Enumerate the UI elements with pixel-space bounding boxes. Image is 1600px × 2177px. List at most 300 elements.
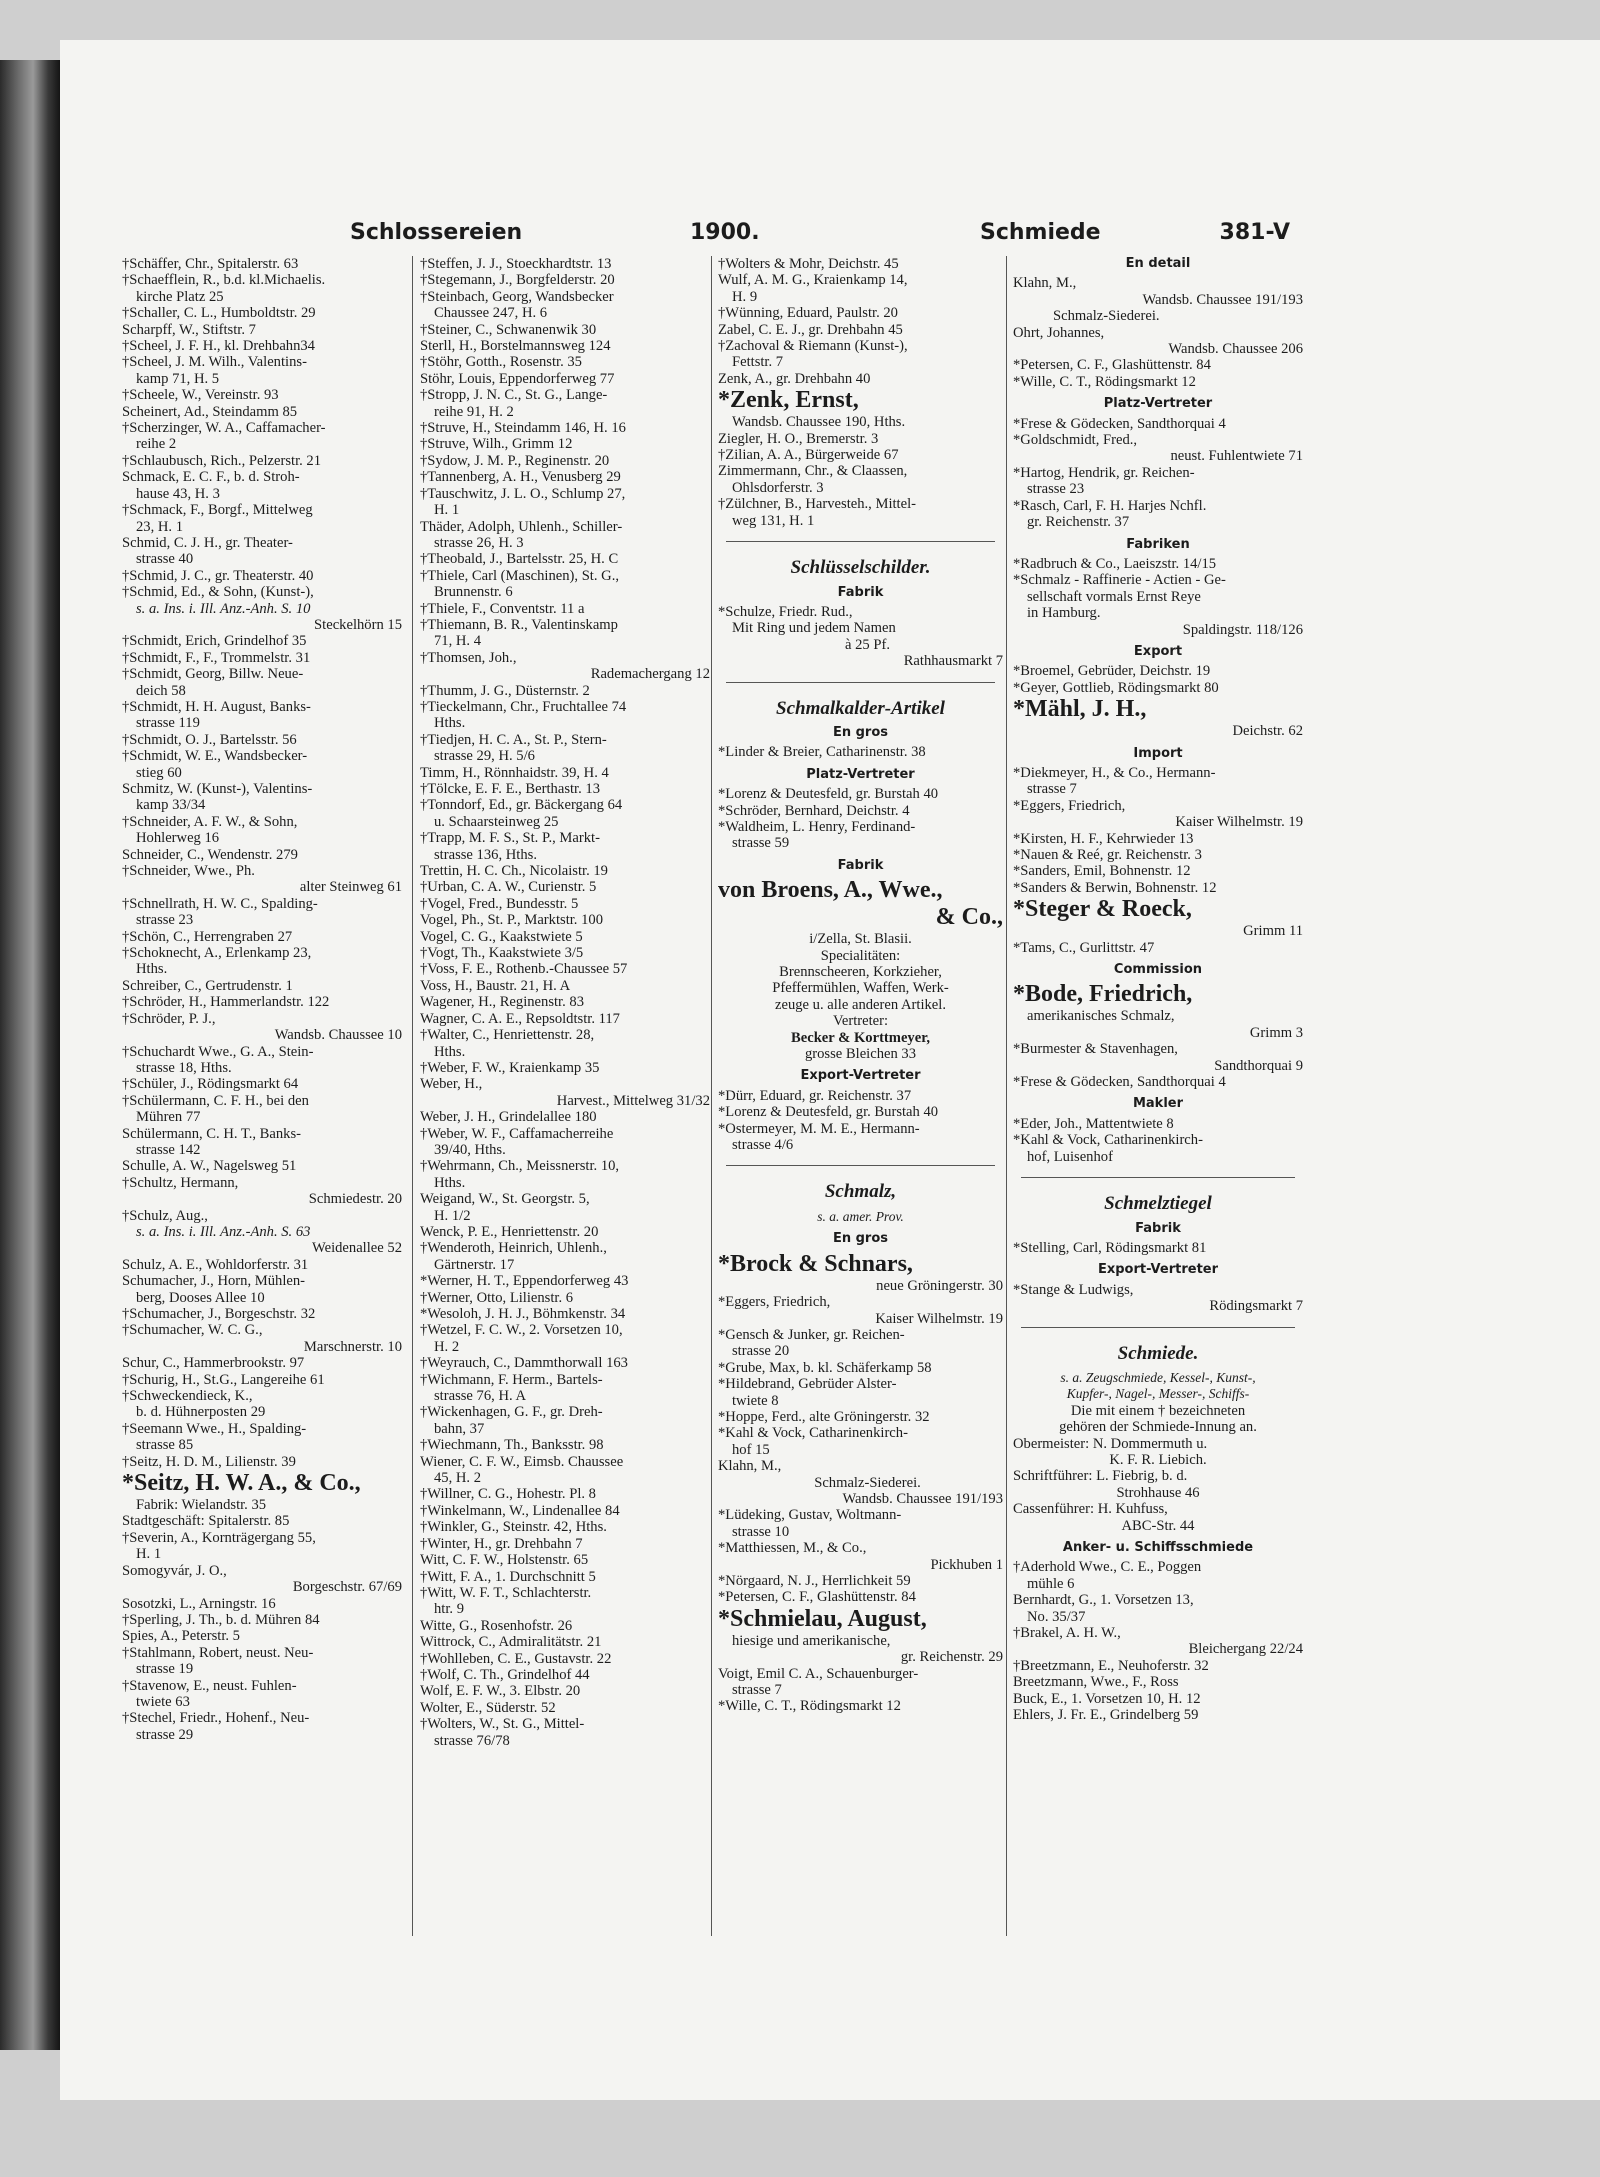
entry-text: Die mit einem † bezeichneten: [1070, 1402, 1246, 1419]
entry-cont: twiete 63: [136, 1693, 190, 1710]
entry-name: Schülermann, C. H. T., Banks-: [122, 1125, 302, 1142]
directory-entry: [718, 387, 1003, 430]
entry-cont: strasse 29, H. 5/6: [434, 748, 535, 765]
entry-name: †Steffen, J. J., Stoeckhardtstr. 13: [420, 256, 612, 272]
directory-entry: [122, 354, 402, 387]
entry-name: †Schnellrath, H. W. C., Spalding-: [122, 895, 318, 912]
entry: *Kirsten, H. F., Kehrwieder 13: [1013, 830, 1194, 847]
directory-entry: [122, 469, 402, 502]
entry-name: †Schön, C., Herrengraben 27: [122, 928, 293, 945]
entry-text: Cassenführer: H. Kuhfuss,: [1013, 1501, 1168, 1518]
entry-name: *Hildebrand, Gebrüder Alster-: [718, 1376, 897, 1393]
page-header: [350, 220, 1290, 256]
entry-name: Sterll, H., Borstelmannsweg 124: [420, 338, 611, 355]
entry-cont: b. d. Hühnerposten 29: [136, 1404, 266, 1421]
directory-entry: [420, 765, 710, 781]
directory-entry: [122, 1628, 402, 1644]
directory-entry: [420, 256, 710, 272]
directory-entry: [420, 1536, 710, 1552]
directory-entry: [122, 1257, 402, 1273]
entry-name: †Stropp, J. N. C., St. G., Lange-: [420, 387, 608, 404]
subsection-title: En detail: [1125, 256, 1191, 271]
directory-entry: [122, 1678, 402, 1711]
entry-name: †Schaller, C. L., Humboldtstr. 29: [122, 305, 316, 322]
entry-name: Ziegler, H. O., Bremerstr. 3: [718, 430, 879, 447]
entry-headline: *Steger & Roeck,: [1013, 896, 1192, 923]
entry-name: *Hoppe, Ferd., alte Gröningerstr. 32: [718, 1408, 930, 1425]
directory-entry: [122, 1530, 402, 1563]
entry-name: Zimmermann, Chr., & Claassen,: [718, 463, 908, 480]
entry-address: gr. Reichenstr. 29: [900, 1649, 1003, 1666]
entry-cont: Fabrik: Wielandstr. 35: [136, 1497, 267, 1514]
entry-name: Wenck, P. E., Henriettenstr. 20: [420, 1223, 599, 1240]
entry-cont: in Hamburg.: [1027, 605, 1101, 622]
entry-cont: stieg 60: [136, 764, 182, 781]
entry-name: Spies, A., Peterstr. 5: [122, 1628, 240, 1645]
entry-address: neue Gröningerstr. 30: [876, 1277, 1003, 1294]
entry-name: †Thiele, F., Conventstr. 11 a: [420, 600, 585, 617]
entry-name: †Wetzel, F. C. W., 2. Vorsetzen 10,: [420, 1322, 623, 1339]
directory-entry: [420, 1027, 710, 1060]
entry: Klahn, M.,: [1013, 275, 1077, 292]
entry-cont: htr. 9: [434, 1601, 464, 1618]
directory-entry: [718, 1573, 1003, 1589]
entry-name: †Zachoval & Riemann (Kunst-),: [718, 338, 908, 355]
directory-entry: [420, 1503, 710, 1519]
directory-entry: [122, 1273, 402, 1306]
entry-name: †Schmid, Ed., & Sohn, (Kunst-),: [122, 584, 314, 601]
directory-entry: [420, 1585, 710, 1618]
entry-name: Schmid, C. J. H., gr. Theater-: [122, 534, 293, 551]
directory-entry: [122, 1011, 402, 1044]
section-title: Schlüsselschilder.: [790, 557, 931, 579]
entry-name: †Thumm, J. G., Düsternstr. 2: [420, 682, 590, 699]
entry-cont: bahn, 37: [434, 1420, 485, 1437]
entry-cont: No. 35/37: [1027, 1608, 1086, 1625]
entry-name: Voigt, Emil C. A., Schauenburger-: [718, 1665, 919, 1682]
entry-cont: kirche Platz 25: [136, 288, 224, 305]
directory-entry: [122, 814, 402, 847]
header-year: 1900.: [690, 220, 760, 245]
directory-entry: [122, 453, 402, 469]
directory-entry: [122, 1596, 402, 1612]
subsection-title: Fabrik: [1135, 1220, 1181, 1236]
entry-text: Schriftführer: L. Fiebrig, b. d.: [1013, 1468, 1188, 1485]
column-rule: [1006, 256, 1007, 1936]
entry-name: †Stavenow, E., neust. Fuhlen-: [122, 1677, 297, 1694]
entry-cont: Kaiser Wilhelmstr. 19: [1175, 814, 1303, 831]
directory-entry: [122, 781, 402, 814]
entry-name: *Brock & Schnars,: [718, 1250, 913, 1277]
subsection-title: Fabrik: [837, 857, 884, 873]
entry-address: alter Steinweg 61: [299, 879, 402, 896]
entry: *Broemel, Gebrüder, Deichstr. 19: [1013, 663, 1211, 680]
directory-entry: [122, 847, 402, 863]
subsection-title: Import: [1133, 745, 1183, 761]
directory-entry: [420, 797, 710, 830]
entry-address: Rathhausmarkt 7: [903, 653, 1003, 670]
entry: *Dürr, Eduard, gr. Reichenstr. 37: [718, 1087, 912, 1104]
entry-name: †Schurig, H., St.G., Langereihe 61: [122, 1371, 325, 1388]
entry-cont: strasse 7: [1027, 781, 1077, 798]
entry-cont: mühle 6: [1027, 1575, 1075, 1592]
entry: *Lorenz & Deutesfeld, gr. Burstah 40: [718, 1104, 939, 1121]
directory-entry: [122, 1563, 402, 1596]
directory-entry: [420, 945, 710, 961]
entry-name: †Schmidt, H. H. August, Banks-: [122, 698, 311, 715]
entry-name: Stöhr, Louis, Eppendorferweg 77: [420, 370, 615, 387]
entry: *Eder, Joh., Mattentwiete 8: [1013, 1115, 1174, 1132]
directory-entry: [718, 338, 1003, 371]
directory-entry: [420, 1290, 710, 1306]
entry-name: Sosotzki, L., Arningstr. 16: [122, 1595, 276, 1612]
entry: *Ostermeyer, M. M. E., Hermann-: [718, 1120, 920, 1137]
directory-entry: [122, 1322, 402, 1355]
entry-name: †Wehrmann, Ch., Meissnerstr. 10,: [420, 1158, 620, 1175]
section-entries: [718, 1251, 1003, 1715]
entry-name: Wolf, E. F. W., 3. Elbstr. 20: [420, 1683, 581, 1700]
entry-name: Thäder, Adolph, Uhlenh., Schiller-: [420, 518, 623, 535]
directory-entry: [718, 1698, 1003, 1714]
directory-entry: [420, 1240, 710, 1273]
subsection-title: Platz-Vertreter: [1103, 396, 1213, 412]
directory-entry: [420, 1618, 710, 1634]
entry-name: †Tauschwitz, J. L. O., Schlump 27,: [420, 485, 626, 502]
entry-name: *Schulze, Friedr. Rud.,: [718, 603, 853, 620]
column-3: [718, 256, 1003, 1715]
entry-name: Wiener, C. F. W., Eimsb. Chaussee: [420, 1453, 624, 1470]
entry-cont: strasse 23: [136, 912, 194, 929]
divider: [1021, 1177, 1295, 1178]
entry-name: †Tannenberg, A. H., Venusberg 29: [420, 469, 621, 486]
directory-entry: [420, 617, 710, 650]
directory-entry: [122, 1158, 402, 1174]
entry-name: †Schülermann, C. F. H., bei den: [122, 1092, 309, 1109]
entry-note: s. a. Ins. i. Ill. Anz.-Anh. S. 63: [136, 1223, 311, 1240]
entry-headline: & Co.,: [935, 904, 1003, 931]
entry-cont: amerikanisches Schmalz,: [1027, 1008, 1175, 1025]
entry-cont: strasse 20: [732, 1343, 790, 1360]
entry: *Stelling, Carl, Rödingsmarkt 81: [1013, 1239, 1207, 1256]
entry-name: †Stahlmann, Robert, neust. Neu-: [122, 1644, 314, 1661]
directory-entry: [420, 322, 710, 338]
directory-entry: [420, 486, 710, 519]
directory-entry: [122, 1372, 402, 1388]
entry-name: †Wichmann, F. Herm., Bartels-: [420, 1371, 603, 1388]
entry-cont: strasse 59: [732, 835, 790, 852]
entry-name: †Schoknecht, A., Erlenkamp 23,: [122, 945, 312, 962]
entry-cont: H. 1: [434, 502, 460, 519]
entry-name: †Vogt, Th., Kaakstwiete 3/5: [420, 945, 584, 962]
entry-cont: hof 15: [732, 1441, 770, 1458]
entry-cont: Chaussee 247, H. 6: [434, 305, 548, 322]
directory-entry: [122, 1710, 402, 1743]
entry-cont: Wandsb. Chaussee 206: [1168, 341, 1303, 358]
directory-entry: [420, 338, 710, 354]
directory-entry: [420, 1273, 710, 1289]
entry-name: †Steiner, C., Schwanenwik 30: [420, 321, 597, 338]
entry-name: *Nörgaard, N. J., Herrlichkeit 59: [718, 1573, 911, 1589]
directory-entry: [420, 1322, 710, 1355]
entry-cont: weg 131, H. 1: [732, 512, 815, 529]
directory-entry: [122, 322, 402, 338]
entry-cont: reihe 91, H. 2: [434, 403, 514, 420]
directory-entry: [122, 305, 402, 321]
entry-name: *Wille, C. T., Rödingsmarkt 12: [718, 1698, 901, 1715]
directory-entry: [420, 863, 710, 879]
entry-text: ABC-Str. 44: [1121, 1517, 1195, 1534]
entry-text: Vertreter:: [832, 1013, 889, 1030]
directory-entry: [718, 1294, 1003, 1327]
subsection-title: Export-Vertreter: [800, 1068, 921, 1084]
entry: Buck, E., 1. Vorsetzen 10, H. 12: [1013, 1690, 1201, 1707]
entry-cont: Fettstr. 7: [732, 354, 784, 371]
directory-entry: [420, 830, 710, 863]
entry-name: †Seitz, H. D. M., Lilienstr. 39: [122, 1453, 296, 1470]
entry-name: †Schäffer, Chr., Spitalerstr. 63: [122, 256, 299, 272]
entry-cont: H. 1/2: [434, 1207, 471, 1224]
subsection-title: Anker- u. Schiffsschmiede: [1062, 1540, 1254, 1555]
entry-name: †Schmack, F., Borgf., Mittelweg: [122, 502, 313, 519]
entry-cont: Hths.: [434, 1174, 466, 1191]
directory-entry: [122, 535, 402, 568]
entry-cont: Ohlsdorferstr. 3: [732, 479, 824, 496]
entry: *Eggers, Friedrich,: [1013, 797, 1126, 814]
entry-cont: strasse 4/6: [732, 1137, 794, 1154]
directory-entry: [420, 929, 710, 945]
directory-entry: [420, 961, 710, 977]
entry: *Radbruch & Co., Laeiszstr. 14/15: [1013, 555, 1217, 572]
entry-cont: strasse 119: [136, 715, 200, 732]
entry-name: *Eggers, Friedrich,: [718, 1294, 831, 1311]
directory-entry: [122, 1645, 402, 1678]
directory-entry: [122, 748, 402, 781]
directory-entry: [718, 1589, 1003, 1605]
directory-entry: [420, 601, 710, 617]
entry-name: †Witt, F. A., 1. Durchschnitt 5: [420, 1568, 596, 1585]
entry-name: †Severin, A., Kornträgergang 55,: [122, 1529, 316, 1546]
entry-name: *Gensch & Junker, gr. Reichen-: [718, 1326, 905, 1343]
entry-name: *Zenk, Ernst,: [718, 387, 859, 414]
page-number: 381-V: [1219, 220, 1290, 245]
subsection-title: En gros: [832, 1231, 889, 1247]
header-right: Schmiede: [980, 220, 1101, 245]
entry-name: Wulf, A. M. G., Kraienkamp 14,: [718, 272, 908, 289]
entry-text: Specialitäten:: [820, 947, 901, 964]
directory-entry: [122, 1513, 402, 1529]
entry: *Geyer, Gottlieb, Rödingsmarkt 80: [1013, 679, 1219, 696]
entry: Ehlers, J. Fr. E., Grindelberg 59: [1013, 1707, 1199, 1724]
directory-entry: [420, 1569, 710, 1585]
directory-entry: [718, 1540, 1003, 1573]
entry-name: †Tölcke, E. F. E., Berthastr. 13: [420, 781, 601, 797]
entry-cont: Hths.: [136, 961, 168, 978]
header-left: Schlossereien: [350, 220, 523, 245]
entry-cont: Hths.: [434, 1043, 466, 1060]
entry-cont: Wandsb. Chaussee 190, Hths.: [732, 414, 906, 431]
directory-entry: [420, 1126, 710, 1159]
entry-name: †Wiechmann, Th., Banksstr. 98: [420, 1437, 604, 1454]
entry-cont: gr. Reichenstr. 37: [1027, 514, 1130, 531]
directory-entry: [420, 551, 710, 567]
entry: *Nauen & Reé, gr. Reichenstr. 3: [1013, 847, 1202, 863]
entry-name: *Schmielau, August,: [718, 1605, 927, 1632]
directory-entry: [420, 994, 710, 1010]
entry-cont: Rödingsmarkt 7: [1209, 1298, 1303, 1315]
entry-name: †Winkler, G., Steinstr. 42, Hths.: [420, 1519, 607, 1536]
directory-entry: [420, 1306, 710, 1322]
entry-name: †Schneider, Wwe., Ph.: [122, 863, 255, 880]
section-note: s. a. Zeugschmiede, Kessel-, Kunst-,: [1060, 1369, 1256, 1385]
entry-name: Schulle, A. W., Nagelsweg 51: [122, 1158, 297, 1175]
entry-headline: *Bode, Friedrich,: [1013, 981, 1193, 1008]
divider: [726, 1165, 995, 1166]
entry-name: †Tieckelmann, Chr., Fruchtallee 74: [420, 698, 627, 715]
directory-entry: [420, 1651, 710, 1667]
entry: *Rasch, Carl, F. H. Harjes Nchfl.: [1013, 497, 1207, 514]
entry: *Kahl & Vock, Catharinenkirch-: [1013, 1132, 1203, 1149]
directory-entry: [718, 463, 1003, 496]
column-3-entries: [718, 256, 1003, 529]
divider: [726, 682, 995, 683]
entry-name: Weber, H.,: [420, 1076, 483, 1093]
entry-name: †Schneider, A. F. W., & Sohn,: [122, 813, 298, 830]
directory-entry: [718, 1360, 1003, 1376]
entry-cont: 45, H. 2: [434, 1470, 482, 1487]
directory-entry: [122, 1355, 402, 1371]
entry-name: †Witt, W. F. T., Schlachterstr.: [420, 1584, 592, 1601]
directory-entry: [718, 256, 1003, 272]
entry-name: †Winter, H., gr. Drehbahn 7: [420, 1535, 583, 1552]
directory-entry: [122, 387, 402, 403]
entry-text: Brennscheeren, Korkzieher,: [779, 964, 942, 980]
entry-name: †Schaefflein, R., b.d. kl.Michaelis.: [122, 272, 326, 289]
entry-name: †Wünning, Eduard, Paulstr. 20: [718, 305, 898, 322]
entry-cont: strasse 76, H. A: [434, 1388, 527, 1405]
entry-name: Wagener, H., Reginenstr. 83: [420, 994, 585, 1011]
directory-entry: [122, 699, 402, 732]
entry-cont: strasse 7: [732, 1682, 782, 1699]
directory-entry: [122, 978, 402, 994]
entry: *Frese & Gödecken, Sandthorquai 4: [1013, 1074, 1226, 1091]
entry-cont: strasse 85: [136, 1437, 194, 1454]
entry-text: Obermeister: N. Dommermuth u.: [1013, 1435, 1208, 1452]
entry-name: Schumacher, J., Horn, Mühlen-: [122, 1273, 306, 1290]
entry-name: Zabel, C. E. J., gr. Drehbahn 45: [718, 321, 903, 338]
entry-name: †Schröder, P. J.,: [122, 1010, 216, 1027]
entry-name: Timm, H., Rönnhaidstr. 39, H. 4: [420, 764, 609, 781]
directory-entry: [122, 1388, 402, 1421]
entry-text: Strohhause 46: [1116, 1484, 1200, 1501]
directory-entry: [420, 420, 710, 436]
directory-entry: [122, 896, 402, 929]
directory-entry: [420, 519, 710, 552]
entry-cont: 39/40, Hths.: [434, 1141, 506, 1158]
entry-cont: strasse 23: [1027, 481, 1085, 498]
entry-name: †Wickenhagen, G. F., gr. Dreh-: [420, 1404, 603, 1421]
entry: *Tams, C., Gurlittstr. 47: [1013, 939, 1155, 956]
entry-name: †Urban, C. A. W., Curienstr. 5: [420, 879, 597, 896]
entry-cont: u. Schaarsteinweg 25: [434, 813, 559, 830]
entry-cont: strasse 26, H. 3: [434, 534, 524, 551]
entry-name: †Weber, F. W., Kraienkamp 35: [420, 1059, 600, 1076]
entry-cont: 23, H. 1: [136, 518, 184, 535]
entry-address: Rademachergang 12: [590, 666, 710, 683]
entry-cont: twiete 8: [732, 1392, 779, 1409]
entry: *Schröder, Bernhard, Deichstr. 4: [718, 802, 910, 819]
directory-entry: [718, 371, 1003, 387]
directory-entry: [718, 1458, 1003, 1507]
entry-name: Schreiber, C., Gertrudenstr. 1: [122, 977, 293, 994]
entry-name: †Wolters & Mohr, Deichstr. 45: [718, 256, 899, 272]
directory-entry: [420, 896, 710, 912]
directory-entry: [122, 1208, 402, 1257]
directory-entry: [420, 387, 710, 420]
entry-name: †Schulz, Aug.,: [122, 1207, 208, 1224]
directory-entry: [122, 584, 402, 633]
entry-name: *Grube, Max, b. kl. Schäferkamp 58: [718, 1359, 932, 1376]
directory-entry: [718, 1409, 1003, 1425]
column-rule: [412, 256, 413, 1936]
directory-entry: [420, 1158, 710, 1191]
directory-entry: [420, 879, 710, 895]
entry-name: *Seitz, H. W. A., & Co.,: [122, 1470, 361, 1497]
entry: *Frese & Gödecken, Sandthorquai 4: [1013, 415, 1226, 432]
entry-name: †Weyrauch, C., Dammthorwall 163: [420, 1355, 628, 1372]
entry-name: †Stechel, Friedr., Hohenf., Neu-: [122, 1710, 310, 1727]
entry-cont: hause 43, H. 3: [136, 485, 220, 502]
entry-name: Witt, C. F. W., Holstenstr. 65: [420, 1552, 589, 1569]
entry-name: Trettin, H. C. Ch., Nicolaistr. 19: [420, 863, 608, 880]
entry-name: †Steinbach, Georg, Wandsbecker: [420, 288, 614, 305]
entry: *Waldheim, L. Henry, Ferdinand-: [718, 818, 916, 835]
directory-entry: [420, 1109, 710, 1125]
entry-name: Witte, G., Rosenhofstr. 26: [420, 1617, 573, 1634]
section-entries: [718, 604, 1003, 670]
entry: †Brakel, A. H. W.,: [1013, 1625, 1121, 1642]
entry-name: †Werner, Otto, Lilienstr. 6: [420, 1289, 574, 1306]
entry-cont: à 25 Pf.: [845, 636, 890, 653]
directory-entry: [122, 945, 402, 978]
directory-entry: [420, 272, 710, 288]
entry-text: grosse Bleichen 33: [804, 1046, 917, 1063]
entry-name: Voss, H., Baustr. 21, H. A: [420, 977, 571, 994]
section-title: Schmalkalder-Artikel: [776, 697, 945, 719]
entry-name: †Willner, C. G., Hohestr. Pl. 8: [420, 1486, 596, 1503]
entry-name: Schmitz, W. (Kunst-), Valentins-: [122, 781, 313, 797]
directory-entry: [420, 1404, 710, 1437]
entry-text: gehören der Schmiede-Innung an.: [1059, 1419, 1257, 1436]
directory-entry: [122, 1044, 402, 1077]
entry-cont: Hths.: [434, 715, 466, 732]
directory-entry: [122, 1126, 402, 1159]
directory-entry: [420, 1519, 710, 1535]
directory-entry: [718, 1425, 1003, 1458]
entry-cont: Wandsb. Chaussee 191/193: [1142, 291, 1303, 308]
entry-name: Schmack, E. C. F., b. d. Stroh-: [122, 469, 300, 486]
entry-cont: reihe 2: [136, 436, 177, 453]
entry-name: †Vogel, Fred., Bundesstr. 5: [420, 895, 579, 912]
entry-name: †Schmid, J. C., gr. Theaterstr. 40: [122, 567, 314, 584]
entry-name: †Wenderoth, Heinrich, Uhlenh.,: [420, 1240, 607, 1257]
entry-name: †Schuchardt Wwe., G. A., Stein-: [122, 1043, 314, 1060]
directory-entry: [420, 1437, 710, 1453]
entry-cont: Mit Ring und jedem Namen: [732, 620, 896, 637]
directory-entry: [718, 447, 1003, 463]
entry: *Lorenz & Deutesfeld, gr. Burstah 40: [718, 786, 939, 803]
entry-name: †Struve, H., Steindamm 146, H. 16: [420, 420, 626, 437]
entry-cont: Hohlerweg 16: [136, 830, 220, 847]
